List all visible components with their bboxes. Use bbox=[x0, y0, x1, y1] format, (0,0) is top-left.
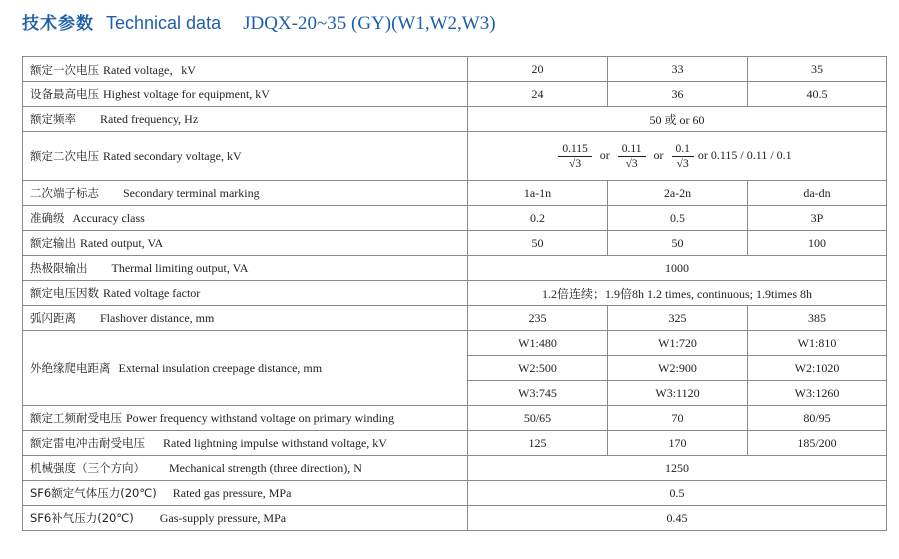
label-en: Gas-supply pressure, MPa bbox=[159, 511, 287, 525]
row-label bbox=[23, 256, 468, 281]
value-cell: 325 bbox=[608, 306, 748, 331]
value-cell: 1250 bbox=[468, 456, 887, 481]
label-en: Rated frequency, Hz bbox=[100, 112, 199, 126]
row-label bbox=[23, 431, 468, 456]
value-cell: 0.45 bbox=[468, 506, 887, 531]
table-row bbox=[23, 231, 887, 256]
row-label bbox=[23, 481, 468, 506]
value-cell: 40.5 bbox=[748, 82, 887, 107]
value-cell: 1.2倍连续；1.9倍8h 1.2 times, continuous; 1.9times 8h bbox=[468, 281, 887, 306]
spec-table bbox=[22, 56, 887, 531]
value-cell: 0.2 bbox=[468, 206, 608, 231]
value-cell: 50 或 or 60 bbox=[468, 107, 887, 132]
page-title bbox=[22, 9, 496, 39]
row-label bbox=[23, 281, 468, 306]
secondary-voltage-tail: or 0.115 / 0.11 / 0.1 bbox=[697, 147, 792, 162]
label-en: Rated gas pressure, MPa bbox=[172, 486, 292, 500]
label-en: Mechanical strength (three direction), N bbox=[169, 461, 362, 475]
row-label bbox=[23, 82, 468, 107]
fraction-numerator: 0.1 bbox=[672, 143, 694, 157]
row-label bbox=[23, 406, 468, 431]
fraction bbox=[618, 143, 646, 170]
table-row bbox=[23, 331, 887, 356]
value-cell: 385 bbox=[748, 306, 887, 331]
value-cell: 1a-1n bbox=[468, 181, 608, 206]
value-cell: W3:1260 bbox=[748, 381, 887, 406]
label-cn: 热极限输出 bbox=[30, 261, 88, 275]
table-row bbox=[23, 256, 887, 281]
table-row bbox=[23, 82, 887, 107]
label-en: External insulation creepage distance, mm bbox=[118, 361, 323, 375]
fraction-denominator: √3 bbox=[625, 157, 638, 170]
label-cn: 额定频率 bbox=[30, 112, 76, 126]
label-cn: 准确级 bbox=[30, 211, 65, 225]
secondary-voltage-cell bbox=[468, 132, 887, 181]
label-en: Rated lightning impulse withstand voltage, kV bbox=[163, 436, 387, 450]
label-cn: SF6补气压力(20℃) bbox=[30, 511, 134, 525]
table-row bbox=[23, 431, 887, 456]
value-cell: 33 bbox=[608, 57, 748, 82]
label-cn: SF6额定气体压力(20℃) bbox=[30, 486, 157, 500]
value-cell: W1:720 bbox=[608, 331, 748, 356]
row-label bbox=[23, 306, 468, 331]
table-row bbox=[23, 506, 887, 531]
value-cell: 170 bbox=[608, 431, 748, 456]
row-label bbox=[23, 456, 468, 481]
table-row bbox=[23, 456, 887, 481]
table-row bbox=[23, 306, 887, 331]
fraction-denominator: √3 bbox=[569, 157, 582, 170]
value-cell: 36 bbox=[608, 82, 748, 107]
label-en: Rated secondary voltage, kV bbox=[103, 149, 242, 163]
value-cell: 1000 bbox=[468, 256, 887, 281]
fraction-numerator: 0.115 bbox=[558, 143, 591, 157]
value-cell: 70 bbox=[608, 406, 748, 431]
row-label bbox=[23, 107, 468, 132]
label-cn: 弧闪距离 bbox=[30, 311, 76, 325]
value-cell: W2:1020 bbox=[748, 356, 887, 381]
label-en: Rated voltage factor bbox=[103, 286, 201, 300]
label-cn: 额定电压因数 bbox=[30, 286, 99, 300]
fraction bbox=[672, 143, 694, 170]
label-cn: 设备最高电压 bbox=[30, 87, 99, 101]
label-en: Highest voltage for equipment, kV bbox=[103, 87, 270, 101]
value-cell: 20 bbox=[468, 57, 608, 82]
label-en: Power frequency withstand voltage on primary winding bbox=[126, 411, 394, 425]
value-cell: W3:745 bbox=[468, 381, 608, 406]
label-en: Thermal limiting output, VA bbox=[111, 261, 249, 275]
row-label bbox=[23, 181, 468, 206]
value-cell: 3P bbox=[748, 206, 887, 231]
title-en: Technical data bbox=[106, 13, 222, 33]
value-cell: 2a-2n bbox=[608, 181, 748, 206]
label-en: Rated output, VA bbox=[80, 236, 164, 250]
label-cn: 额定二次电压 bbox=[30, 149, 99, 163]
value-cell: 235 bbox=[468, 306, 608, 331]
row-label bbox=[23, 206, 468, 231]
label-cn: 额定雷电冲击耐受电压 bbox=[30, 436, 145, 450]
table-row bbox=[23, 181, 887, 206]
fraction-denominator: √3 bbox=[676, 157, 689, 170]
value-cell: 185/200 bbox=[748, 431, 887, 456]
value-cell: 80/95 bbox=[748, 406, 887, 431]
value-cell: 125 bbox=[468, 431, 608, 456]
label-en: Secondary terminal marking bbox=[123, 186, 260, 200]
value-cell: W3:1120 bbox=[608, 381, 748, 406]
label-cn: 额定输出 bbox=[30, 236, 76, 250]
value-cell: 24 bbox=[468, 82, 608, 107]
table-row bbox=[23, 132, 887, 181]
fraction-numerator: 0.11 bbox=[618, 143, 646, 157]
row-label bbox=[23, 331, 468, 406]
table-row bbox=[23, 57, 887, 82]
label-cn: 机械强度（三个方向） bbox=[30, 461, 145, 475]
value-cell: 50 bbox=[608, 231, 748, 256]
row-label bbox=[23, 132, 468, 181]
value-cell: W2:900 bbox=[608, 356, 748, 381]
value-cell: 0.5 bbox=[608, 206, 748, 231]
title-cn: 技术参数 bbox=[22, 14, 94, 34]
label-cn: 额定一次电压 bbox=[30, 62, 99, 77]
value-cell: W2:500 bbox=[468, 356, 608, 381]
table-row bbox=[23, 481, 887, 506]
value-cell: 50 bbox=[468, 231, 608, 256]
label-en: Accuracy class bbox=[72, 211, 145, 225]
value-cell: 50/65 bbox=[468, 406, 608, 431]
row-label bbox=[23, 57, 468, 82]
title-model: JDQX-20~35 (GY)(W1,W2,W3) bbox=[243, 13, 496, 34]
value-cell: W1:810 bbox=[748, 331, 887, 356]
value-cell: 35 bbox=[748, 57, 887, 82]
label-en: Flashover distance, mm bbox=[100, 311, 215, 325]
fraction bbox=[558, 143, 591, 170]
label-cn: 二次端子标志 bbox=[30, 186, 99, 200]
value-cell: 0.5 bbox=[468, 481, 887, 506]
table-row bbox=[23, 406, 887, 431]
value-cell: 100 bbox=[748, 231, 887, 256]
table-row bbox=[23, 281, 887, 306]
or-text: or bbox=[599, 147, 610, 162]
value-cell: W1:480 bbox=[468, 331, 608, 356]
table-row bbox=[23, 206, 887, 231]
label-cn: 额定工频耐受电压 bbox=[30, 411, 122, 425]
label-en: Rated voltage，kV bbox=[103, 62, 196, 77]
table-row bbox=[23, 107, 887, 132]
value-cell: da-dn bbox=[748, 181, 887, 206]
label-cn: 外绝缘爬电距离 bbox=[30, 361, 111, 375]
or-text: or bbox=[653, 147, 664, 162]
row-label bbox=[23, 231, 468, 256]
row-label bbox=[23, 506, 468, 531]
